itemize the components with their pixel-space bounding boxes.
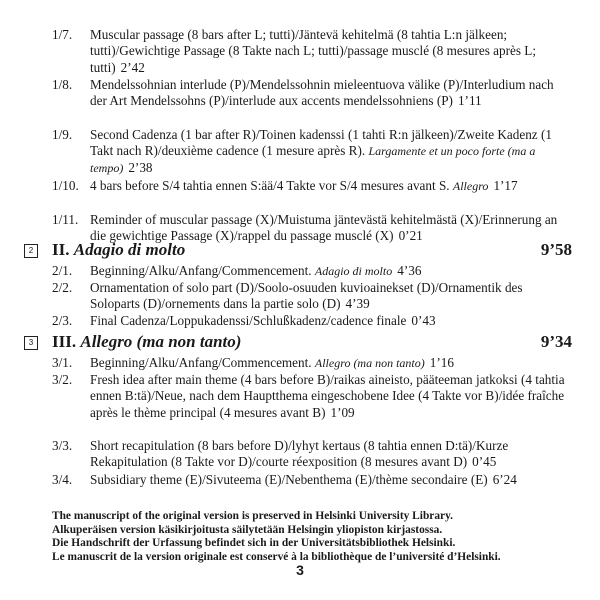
entry-number: 1/7. [52, 27, 73, 42]
entry-text [90, 27, 572, 76]
track-entry-2-3 [52, 313, 572, 329]
note-line-french: Le manuscrit de la version originale est conservé à la bibliothèque de l’université d’Helsinki. [52, 550, 501, 563]
note-line-english: The manuscript of the original version is preserved in Helsinki University Library. [52, 510, 453, 522]
entry-duration: 1’17 [493, 178, 518, 193]
track-entry-3-3 [52, 438, 572, 471]
track-entry-1-9 [52, 127, 572, 176]
movement-duration: 9’58 [540, 240, 572, 259]
entry-duration: 0’43 [411, 313, 436, 328]
page-number: 3 [296, 562, 304, 578]
movement-title [52, 332, 241, 352]
track-number-box: 3 [24, 336, 38, 350]
entry-number: 2/1. [52, 263, 73, 278]
movement-title [52, 240, 185, 260]
entry-number: 3/3. [52, 438, 73, 453]
movement-numeral: III. [52, 332, 77, 351]
entry-number: 1/8. [52, 77, 73, 92]
movement-name: Allegro (ma non tanto) [80, 332, 242, 351]
track-entry-1-10 [52, 178, 572, 194]
note-line-finnish: Alkuperäisen version käsikirjoitusta säilytetään Helsingin yliopiston kirjastossa. [52, 523, 443, 536]
entry-number: 1/11. [52, 212, 79, 227]
track-entry-1-8 [52, 77, 572, 110]
entry-description: Fresh idea after main theme (4 bars before B)/raikas aineisto, pääteeman jatkoksi (4 tahtia ennen B:tä)/Neue, nach dem Hauptthema eingeschobene Idee (4 Takte vor B)/idée fraîche après le thème principal (4 mesures avant B) [90, 372, 565, 420]
entry-duration: 1’11 [457, 93, 482, 109]
entry-text [90, 472, 572, 488]
entry-text [90, 355, 572, 371]
entry-description: Ornamentation of solo part (D)/Soolo-osuuden kuvioainekset (D)/Ornamentik des Soloparts (D)/ornements dans la partie solo (D) [90, 280, 523, 312]
movement-numeral: II. [52, 240, 70, 259]
track-entry-3-2 [52, 372, 572, 421]
entry-number: 3/2. [52, 372, 73, 387]
entry-duration: 6’24 [492, 472, 517, 487]
entry-duration: 2’38 [128, 159, 153, 175]
entry-duration: 0’45 [472, 454, 497, 470]
entry-description: Second Cadenza (1 bar after R)/Toinen kadenssi (1 tahti R:n jälkeen)/Zweite Kadenz (1 Takt nach R)/deuxième cadence (1 mesure après R). [90, 127, 552, 159]
entry-text [90, 438, 572, 471]
entry-tempo: Largamente et un poco forte (ma a tempo) [90, 144, 536, 175]
entry-description: Final Cadenza/Loppukadenssi/Schlußkadenz/cadence finale [90, 313, 407, 328]
entry-description: Beginning/Alku/Anfang/Commencement. [90, 263, 312, 278]
entry-duration: 2’42 [120, 59, 145, 75]
movement-duration: 9’34 [540, 332, 572, 351]
entry-description: 4 bars before S/4 tahtia ennen S:ää/4 Takte vor S/4 mesures avant S. [90, 178, 450, 193]
entry-number: 2/2. [52, 280, 73, 295]
entry-tempo: Allegro (ma non tanto) [314, 356, 425, 370]
entry-text [90, 77, 572, 110]
movement-name: Adagio di molto [73, 240, 186, 259]
entry-tempo: Allegro [452, 179, 489, 193]
entry-number: 1/10. [52, 178, 79, 193]
entry-number: 2/3. [52, 313, 73, 328]
entry-description: Mendelssohnian interlude (P)/Mendelssohnin mieleentuova välike (P)/Interludium nach der Art Mendelssohns (P)/interlude aux accents mendelssohniens (P) [90, 77, 554, 109]
entry-text [90, 313, 572, 329]
entry-description: Reminder of muscular passage (X)/Muistuma jäntevästä kehitelmästä (X)/Erinnerung an die gewichtige Passage (X)/rappel du passage musclé (X) [90, 212, 558, 244]
track-entry-2-1 [52, 263, 572, 279]
entry-duration: 4’39 [345, 296, 370, 312]
entry-number: 3/4. [52, 472, 73, 487]
entry-text [90, 127, 572, 176]
entry-description: Muscular passage (8 bars after L; tutti)/Jäntevä kehitelmä (8 tahtia L:n jälkeen; tutti)/Gewichtige Passage (8 Takte nach L; tutti)/passage musclé (8 mesures après L; tutti) [90, 27, 536, 75]
entry-text [90, 263, 572, 279]
entry-duration: 1’16 [429, 355, 454, 370]
track-entry-1-7 [52, 27, 572, 76]
entry-description: Subsidiary theme (E)/Sivuteema (E)/Nebenthema (E)/thème secondaire (E) [90, 472, 488, 487]
track-number-box: 2 [24, 244, 38, 258]
track-entry-3-4 [52, 472, 572, 488]
entry-number: 3/1. [52, 355, 73, 370]
note-line-german: Die Handschrift der Urfassung befindet sich in der Universitätsbibliothek Helsinki. [52, 537, 456, 550]
entry-text [90, 178, 572, 194]
entry-tempo: Adagio di molto [314, 264, 393, 278]
movement-heading-3 [24, 332, 572, 354]
entry-number: 1/9. [52, 127, 73, 142]
entry-duration: 4’36 [397, 263, 422, 278]
track-entry-3-1 [52, 355, 572, 371]
entry-duration: 1’09 [330, 404, 355, 420]
movement-heading-2 [24, 240, 572, 262]
entry-text [90, 280, 572, 313]
entry-description: Beginning/Alku/Anfang/Commencement. [90, 355, 312, 370]
entry-duration: 0’21 [398, 228, 423, 244]
entry-description: Short recapitulation (8 bars before D)/lyhyt kertaus (8 tahtia ennen D:tä)/Kurze Rekapitulation (8 Takte vor D)/courte réexposition (8 mesures avant D) [90, 438, 509, 470]
track-entry-2-2 [52, 280, 572, 313]
manuscript-note [52, 510, 592, 564]
entry-text [90, 372, 572, 421]
